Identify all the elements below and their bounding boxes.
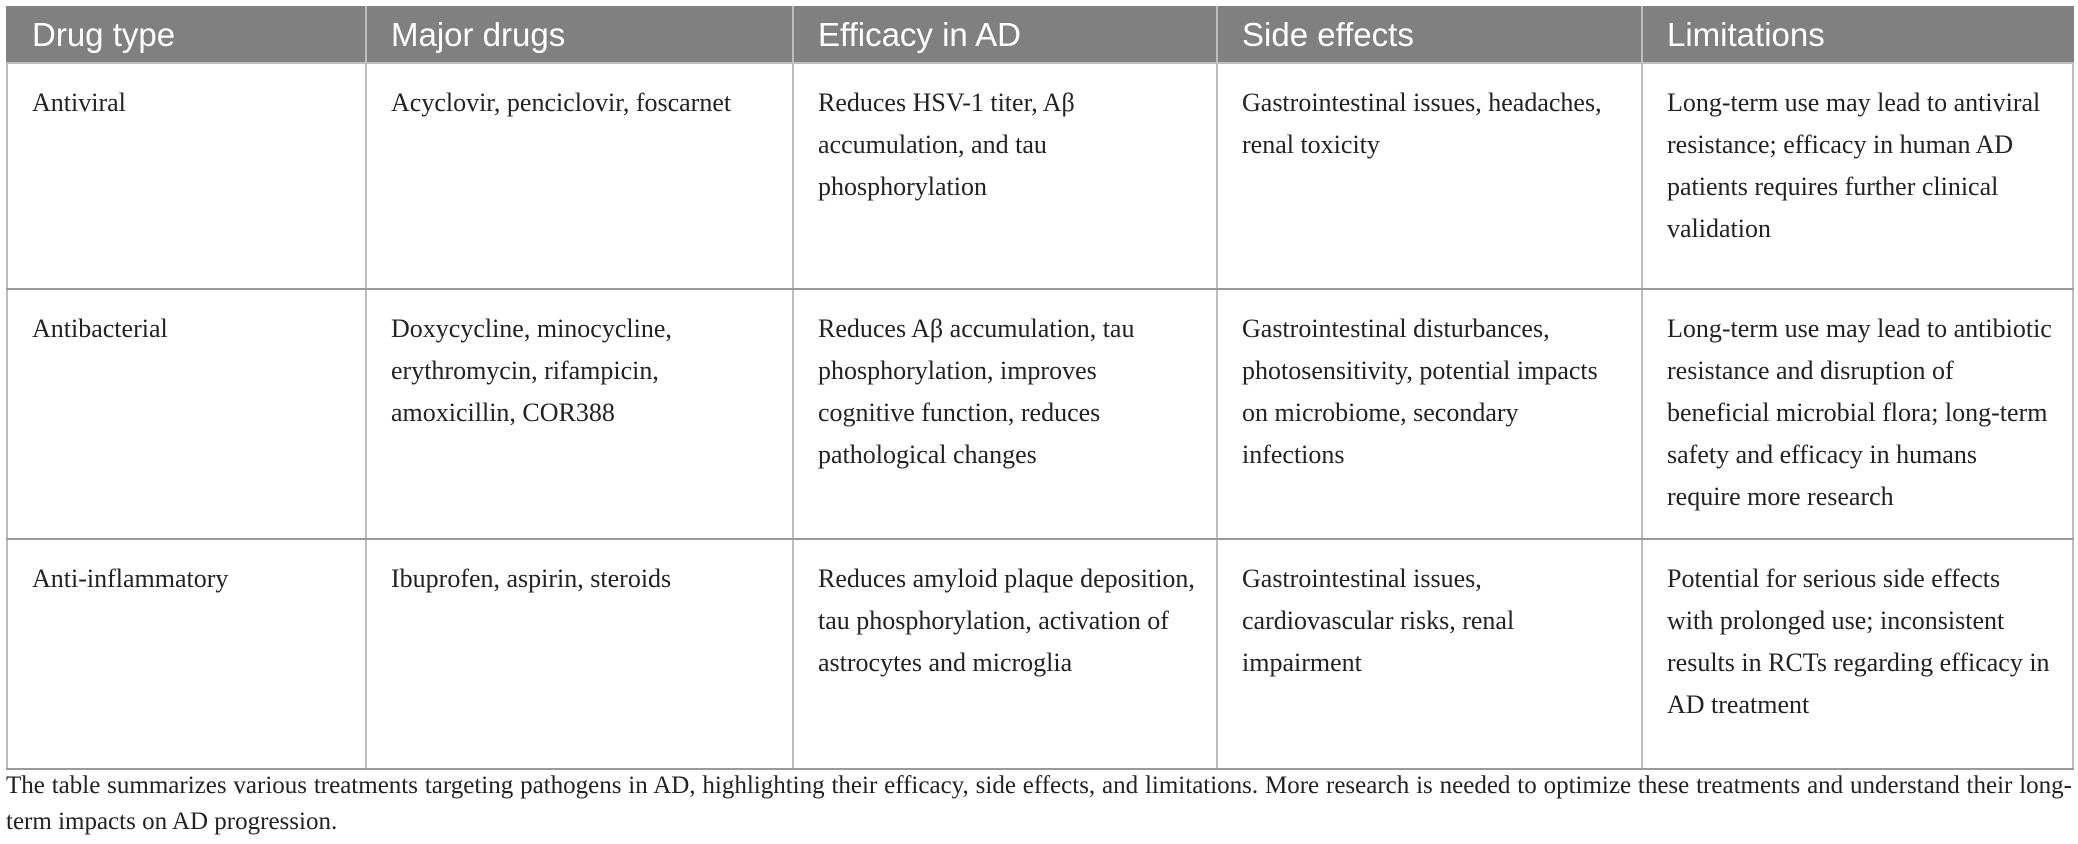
header-row	[7, 7, 2073, 63]
cell-major-drugs: Acyclovir, penciclovir, foscarnet	[366, 63, 793, 289]
header-drug-type: Drug type	[7, 7, 366, 63]
table-body	[7, 63, 2073, 769]
table-row	[7, 63, 2073, 289]
header-limitations: Limitations	[1642, 7, 2073, 63]
cell-limitations: Potential for serious side effects with prolonged use; inconsistent results in RCTs regarding efficacy in AD treatment	[1642, 539, 2073, 769]
header-major-drugs: Major drugs	[366, 7, 793, 63]
table-row	[7, 289, 2073, 539]
cell-side-effects: Gastrointestinal issues, cardiovascular risks, renal impairment	[1217, 539, 1642, 769]
header-side-effects: Side effects	[1217, 7, 1642, 63]
drug-treatment-table	[6, 6, 2074, 770]
cell-limitations: Long-term use may lead to antibiotic resistance and disruption of beneficial microbial flora; long-term safety and efficacy in humans require more research	[1642, 289, 2073, 539]
cell-drug-type: Anti-inflammatory	[7, 539, 366, 769]
cell-limitations: Long-term use may lead to antiviral resistance; efficacy in human AD patients requires further clinical validation	[1642, 63, 2073, 289]
cell-side-effects: Gastrointestinal disturbances, photosensitivity, potential impacts on microbiome, secondary infections	[1217, 289, 1642, 539]
header-efficacy: Efficacy in AD	[793, 7, 1217, 63]
cell-efficacy: Reduces amyloid plaque deposition, tau phosphorylation, activation of astrocytes and microglia	[793, 539, 1217, 769]
cell-side-effects: Gastrointestinal issues, headaches, renal toxicity	[1217, 63, 1642, 289]
cell-drug-type: Antibacterial	[7, 289, 366, 539]
cell-major-drugs: Doxycycline, minocycline, erythromycin, rifampicin, amoxicillin, COR388	[366, 289, 793, 539]
table-row	[7, 539, 2073, 769]
table-footnote: The table summarizes various treatments targeting pathogens in AD, highlighting their efficacy, side effects, and limitations. More research is needed to optimize these treatments and understand their long-term impacts on AD progression.	[6, 772, 2072, 835]
table-header	[7, 7, 2073, 63]
table-container	[6, 6, 2072, 770]
cell-efficacy: Reduces HSV-1 titer, Aβ accumulation, and tau phosphorylation	[793, 63, 1217, 289]
cell-drug-type: Antiviral	[7, 63, 366, 289]
cell-efficacy: Reduces Aβ accumulation, tau phosphorylation, improves cognitive function, reduces pathological changes	[793, 289, 1217, 539]
cell-major-drugs: Ibuprofen, aspirin, steroids	[366, 539, 793, 769]
